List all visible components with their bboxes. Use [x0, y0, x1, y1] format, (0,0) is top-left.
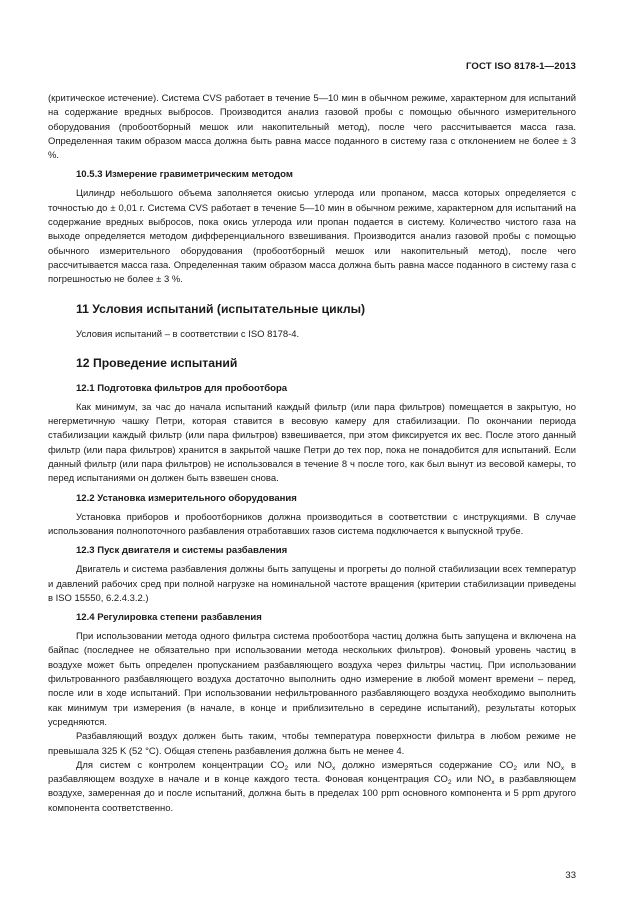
- section-heading-12: 12 Проведение испытаний: [76, 355, 238, 370]
- paragraph-co2-nox-control: Для систем с контролем концентрации $CO_2$ или $NO_x$ должно измеряться содержание $CO_2$ или $NO_x$ в разбавляющем воздухе в начале и в конце каждого теста. Фоновая концентрация $CO_2$ или $NO_x$ в разбавляющем воздухе, замеренная до и после испытаний, должна быть в пределах 100 ppm основного компонента и 5 ppm другого компонента соответственно.: [48, 759, 577, 814]
- paragraph-engine-start: Двигатель и система разбавления должны быть запущены и прогреты до полной стабилизации всех температур и давлений рабочих сред при полной нагрузке на номинальной частоте вращения (критерии стабилизации приведены в ISO 15550, 6.2.4.3.2.): [48, 564, 576, 604]
- paragraph-gravimetric: Цилиндр небольшого объема заполняется окисью углерода или пропаном, масса которых определяется с точностью до ± 0,01 г. Система CVS работает в течение 5—10 мин в обычном режиме, характерном для испытаний на содержание вредных выбросов, пока окись углерода или пропан подается в систему. Количество чистого газа на выходе определяется методом дифференциального взвешивания. Производится анализ газовой пробы с помощью обычного измерительного оборудования (пробоотборный мешок или накопительный метод), после чего рассчитывается масса газа. Определенная таким образом масса должна быть равна массе поданного в систему газа с погрешностью не более ± 3 %.: [48, 188, 576, 286]
- paragraph-equipment-installation: Установка приборов и пробоотборников должна производиться в соответствии с инструкциями. В случае использования полнопоточного разбавления отработавших газов система подключается к выпускной трубе.: [48, 511, 576, 537]
- paragraph-test-conditions: Условия испытаний – в соответствии с ISO 8178-4.: [76, 328, 300, 340]
- section-heading-12-3: 12.3 Пуск двигателя и системы разбавления: [76, 545, 288, 557]
- section-heading-11: 11 Условия испытаний (испытательные циклы): [76, 301, 366, 316]
- section-heading-10-5-3: 10.5.3 Измерение гравиметрическим методом: [76, 169, 293, 181]
- paragraph-filter-preparation: Как минимум, за час до начала испытаний каждый фильтр (или пара фильтров) помещается в закрытую, но негерметичную чашку Петри, которая ставится в весовую камеру для стабилизации. По окончании периода стабилизации каждый фильтр (или пара фильтров) взвешивается, при этом фиксируется их вес. После этого данный фильтр (или пара фильтров) хранится в закрытой чашке Петри до тех пор, пока не понадобится для испытаний. Если данный фильтр (или пара фильтров) не использовался в течение 8 ч после того, как был вынут из весовой камеры, то перед испытаниями он должен быть взвешен снова.: [48, 401, 576, 485]
- document-body: [48, 92, 576, 816]
- paragraph-cvs-critical-flow: (критическое истечение). Система CVS работает в течение 5—10 мин в обычном режиме, характерном для испытаний на содержание вредных выбросов. Производится анализ газовой пробы с помощью обычного измерительного оборудования (пробоотборный мешок или накопительный метод), после чего рассчитывается масса газа. Определенная таким образом масса должна быть равна массе поданного в систему газа с отклонением не более ± 3 %.: [48, 93, 576, 162]
- section-heading-12-2: 12.2 Установка измерительного оборудования: [76, 492, 297, 504]
- document-header: ГОСТ ISO 8178-1—2013: [466, 61, 576, 72]
- paragraph-dilution-single-filter: При использовании метода одного фильтра система пробоотбора частиц должна быть запущена и включена на байпас (последнее не обязательно при использовании метода нескольких фильтров). Фоновый уровень частиц в воздухе может быть определен пропусканием разбавляющего воздуха через фильтры частиц. При использовании фильтрованного разбавляющего воздуха достаточно выполнить одно измерение в любой момент времени – перед, после или в ходе испытаний. При использовании нефильтрованного разбавляющего воздуха необходимо выполнить как минимум три измерения (в начале, в конце и приблизительно в середине испытаний), результаты которых усредняются.: [48, 631, 576, 728]
- page-number: 33: [565, 870, 576, 881]
- section-heading-12-1: 12.1 Подготовка фильтров для пробоотбора: [76, 382, 288, 394]
- paragraph-dilution-air-temperature: Разбавляющий воздух должен быть таким, чтобы температура поверхности фильтра в любом режиме не превышала 325 K (52 °C). Общая степень разбавления должна быть не менее 4.: [48, 731, 576, 757]
- section-heading-12-4: 12.4 Регулировка степени разбавления: [76, 612, 262, 624]
